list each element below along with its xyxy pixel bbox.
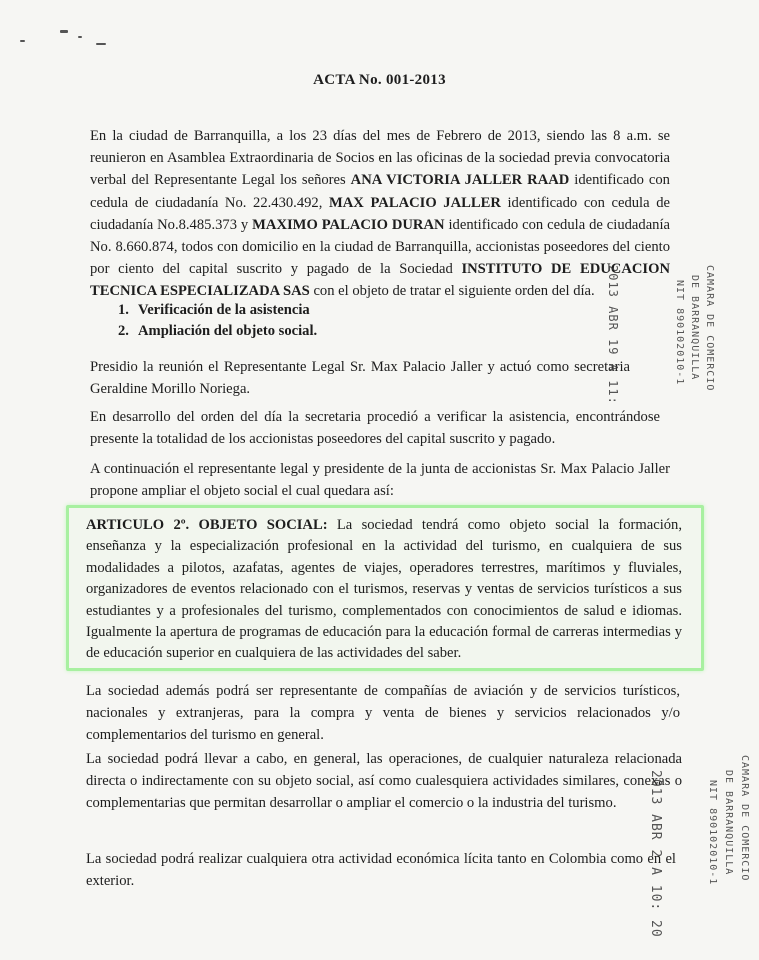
scan-speck xyxy=(78,36,82,38)
intro-text: En la ciudad de Barranquilla, a los 23 días del mes de Febrero de 2013, siendo las 8 a.m. se reunieron en Asamblea Extraordinaria de Socios en las oficinas de la sociedad previa convocatoria verbal del Representante Legal los señores xyxy=(90,128,670,189)
stamp-name: CAMARA DE COMERCIO xyxy=(739,755,750,882)
stamp-nit: NIT 890102010-1 xyxy=(707,780,718,886)
operaciones-paragraph: La sociedad podrá llevar a cabo, en general, las operaciones, de cualquier naturaleza relacionada directa o indirectamente con su objeto social, así como cualesquiera actividades similares, conexas o complementarias que permitan desarrollar o ampliar el comercio o la industria del turismo. xyxy=(86,751,682,812)
agenda-item xyxy=(118,300,317,321)
agenda-number: 1. xyxy=(118,302,129,318)
stamp-date: 2013 ABR 2 A 10: 20 xyxy=(648,770,663,938)
ademas-paragraph: La sociedad además podrá ser representante de compañías de aviación y de servicios turísticos, nacionales y extranjeras, para la compra y venta de bienes y servicios relacionados y/o complementarios del turismo en general. xyxy=(86,683,680,744)
stamp-nit: NIT 890102010-1 xyxy=(674,280,685,386)
agenda-number: 2. xyxy=(118,323,129,339)
person-name: ANA VICTORIA JALLER RAAD xyxy=(350,172,570,189)
intro-paragraph xyxy=(90,125,670,303)
intro-text: identificado con cedula de ciudadanía No. 8.660.874, todos con domicilio en la ciudad de Barranquilla, accionistas poseedores del ciento por ciento del capital suscrito y pagado de la Sociedad xyxy=(90,216,671,278)
document-title: ACTA No. 001-2013 xyxy=(313,72,446,88)
scan-speck xyxy=(60,30,68,33)
articulo-paragraph xyxy=(86,515,682,665)
scan-speck xyxy=(20,40,25,42)
otra-paragraph: La sociedad podrá realizar cualquiera otra actividad económica lícita tanto en Colombia como en el exterior. xyxy=(86,851,676,890)
scan-speck xyxy=(96,43,106,45)
stamp-city: DE BARRANQUILLA xyxy=(723,770,734,876)
presidio-paragraph: Presidio la reunión el Representante Legal Sr. Max Palacio Jaller y actuó como secretaria Geraldine Morillo Noriega. xyxy=(90,359,630,398)
stamp-name: CAMARA DE COMERCIO xyxy=(704,265,715,392)
person-name: MAX PALACIO JALLER xyxy=(328,194,501,211)
desarrollo-paragraph: En desarrollo del orden del día la secretaria procedió a verificar la asistencia, encontrándose presente la totalidad de los accionistas poseedores del capital suscrito y pagado. xyxy=(90,409,660,448)
agenda-text: Ampliación del objeto social. xyxy=(138,323,318,339)
agenda-item xyxy=(118,321,317,342)
intro-text: identificado con cedula de ciudadanía No. 22.430.492, xyxy=(90,172,670,211)
stamp-date: 2013 ABR 19 A 11: xyxy=(606,265,620,405)
company-name: INSTITUTO DE EDUCACION TECNICA ESPECIALIZADA SAS xyxy=(90,261,670,300)
intro-text: identificado con cedula de ciudadanía No.8.485.373 y xyxy=(90,194,670,233)
stamp-city: DE BARRANQUILLA xyxy=(689,275,700,381)
intro-text: con el objeto de tratar el siguiente orden del día. xyxy=(309,283,595,300)
agenda-text: Verificación de la asistencia xyxy=(138,302,310,318)
person-name: MAXIMO PALACIO DURAN xyxy=(252,216,445,233)
articulo-body: La sociedad tendrá como objeto social la formación, enseñanza y la especialización profesional en la actividad del turismo, en cualquiera de sus modalidades a pilotos, azafatas, agentes de viajes, operadores terrestres, marítimos y fluviales, organizadores de eventos relacionado con el turismos, reservas y ventas de servicios turísticos a sus estudiantes y a profesionales del turismo, complementados con conocimientos de salud e idiomas. Igualmente la apertura de programas de educación para la educación formal de carreras intermedias y de educación superior en cualquiera de las actividades del saber. xyxy=(86,517,682,662)
continuacion-paragraph: A continuación el representante legal y presidente de la junta de accionistas Sr. Max Palacio Jaller propone ampliar el objeto social el cual quedara así: xyxy=(90,461,670,500)
articulo-heading: ARTICULO 2º. OBJETO SOCIAL: xyxy=(86,517,328,533)
agenda-list xyxy=(118,300,317,342)
